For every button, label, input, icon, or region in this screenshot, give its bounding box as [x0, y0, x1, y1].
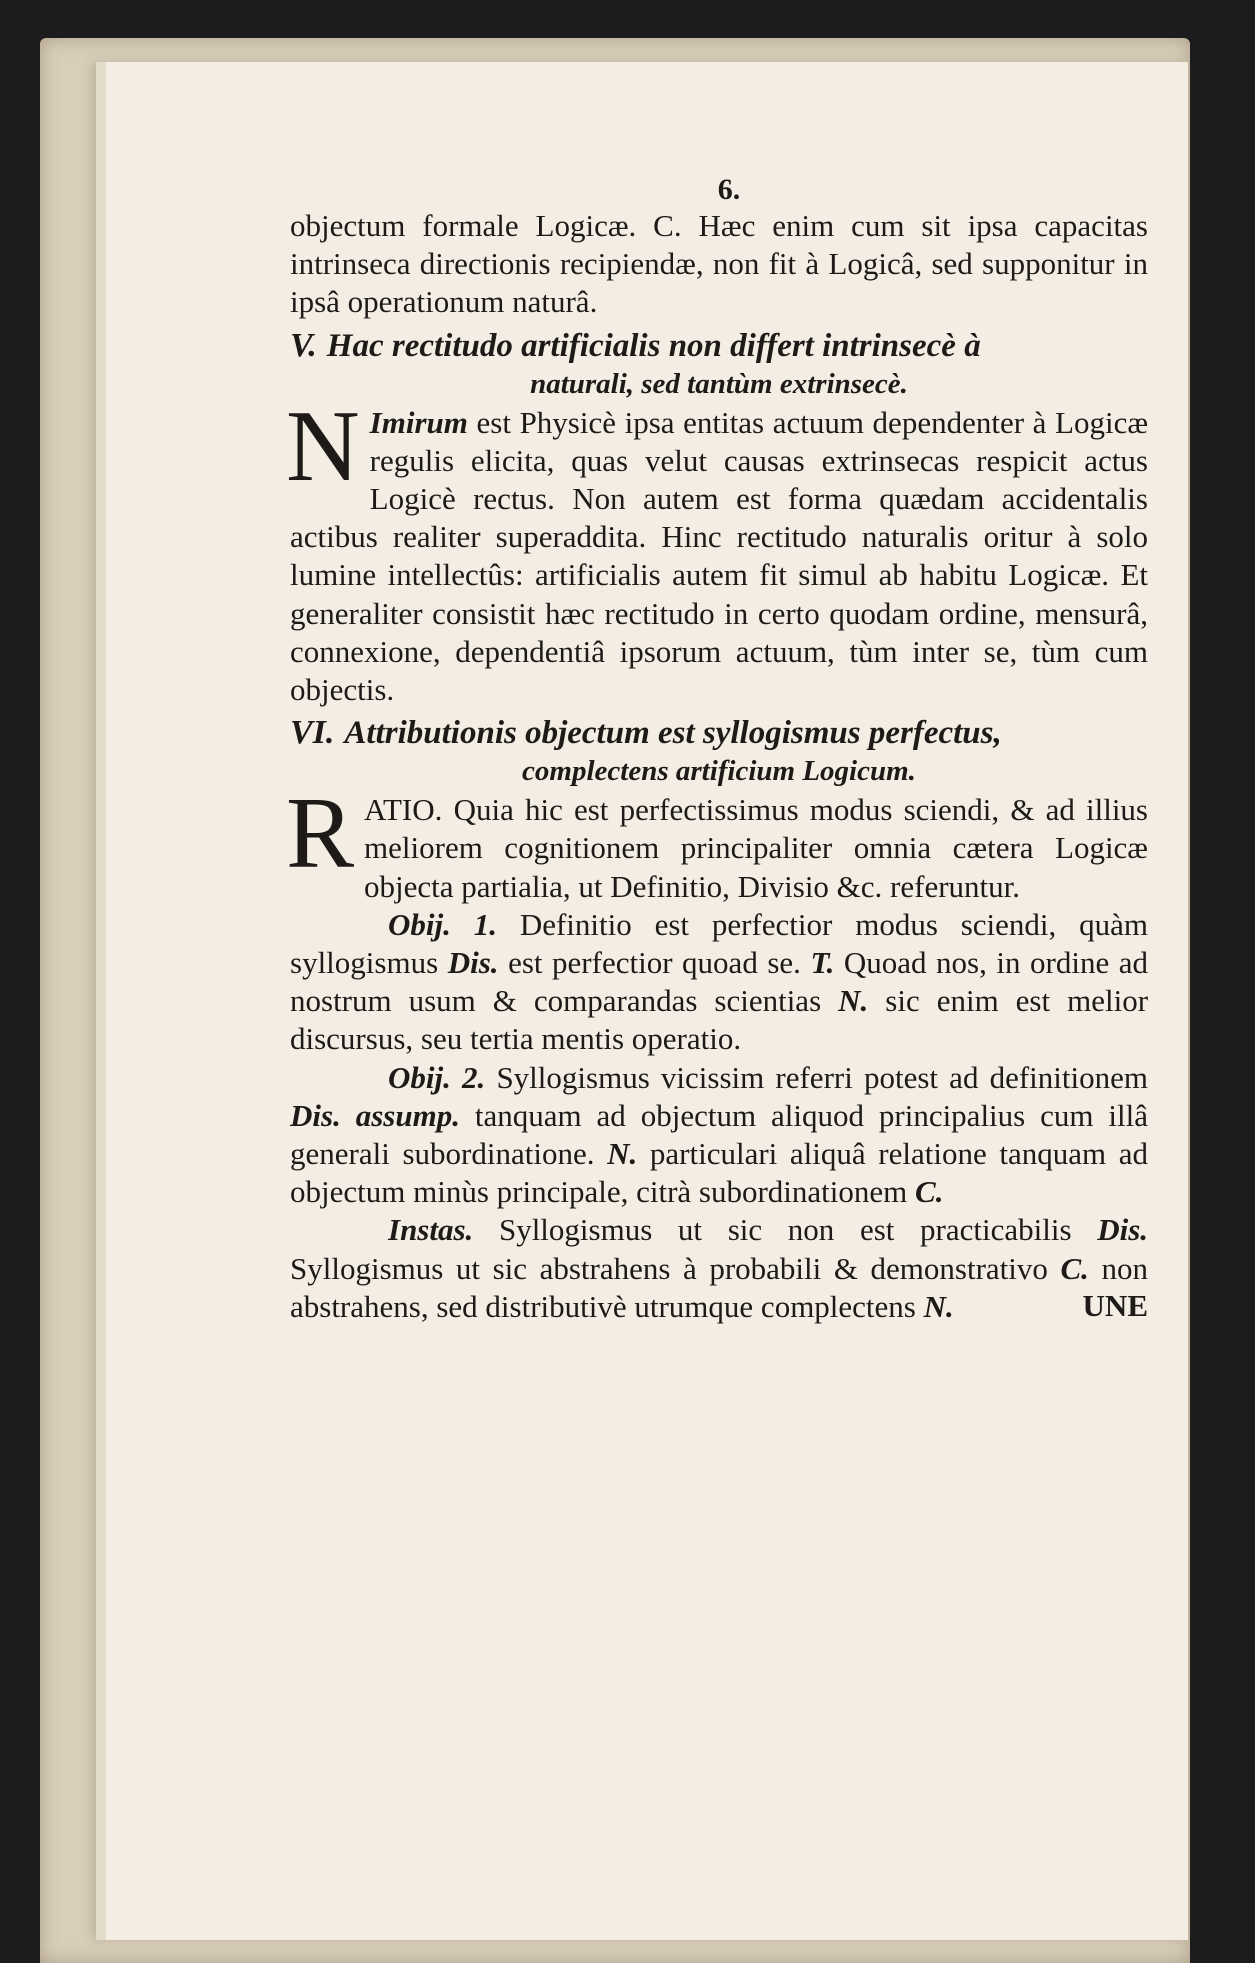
drop-capital: N — [286, 389, 360, 503]
objection-text: est perfectior quoad se. — [508, 945, 801, 981]
catchword: UNE — [1082, 1288, 1148, 1324]
instance-label: Instas. — [388, 1212, 474, 1248]
objection-text: Quoad nos, in ordine ad nostrum usum & comparandas scientias — [290, 945, 1149, 1019]
paragraph-vi — [286, 777, 1148, 906]
objection-text: tanquam ad objectum aliquod principalius cum illâ generali subordinatione. — [290, 1097, 1149, 1172]
objection-2 — [290, 1059, 1148, 1212]
heading-line-1: Attributionis objectum est syllogismus perfectus, — [344, 715, 1002, 752]
paragraph-v — [286, 389, 1148, 710]
objection-label: Obij. 2. — [388, 1059, 486, 1095]
distinction-mark: Dis. — [1097, 1212, 1149, 1248]
heading-line-2: complectens artificium Logicum. — [522, 755, 916, 788]
text-block — [286, 173, 1149, 1324]
paragraph-text: Quia hic est perfectissimus modus sciendi, & ad illius meliorem cognitionem principaliter omnia cætera Logicæ objecta partialia, ut Definitio, Divisio &c. referuntur. — [364, 792, 1148, 904]
drop-capital: R — [286, 777, 355, 891]
concession-mark: C. — [1060, 1250, 1089, 1286]
section-number: VI. — [290, 714, 335, 752]
negation-mark: N. — [923, 1288, 954, 1324]
paragraph-text: est Physicè ipsa entitas actuum dependenter à Logicæ regulis elicita, quas velut causas extrinsecas respicit actus Logicè rectus. Non autem est forma quædam accidentalis actibus realiter superaddita. Hinc rectitudo naturalis oritur à solo lumine intellectûs: artificialis autem fit simul ab habitu Logicæ. Et generaliter consistit hæc rectitudo in certo quodam ordine, mensurâ, connexione, dependentiâ ipsorum actuum, tùm inter se, tùm cum objectis. — [290, 404, 1148, 708]
concession-mark: T. — [810, 945, 835, 981]
section-heading-vi — [290, 713, 1148, 789]
section-heading-v — [290, 326, 1148, 402]
instance-text: non abstrahens, sed distributivè utrumque complectens — [290, 1250, 1148, 1324]
paragraph-continuation: objectum formale Logicæ. C. Hæc enim cum sit ipsa capacitas intrinseca directionis recipiendæ, non fit à Logicâ, sed supponitur in ipsâ operationum naturâ. — [290, 208, 1148, 320]
concession-mark: C. — [915, 1174, 944, 1210]
heading-line-1: Hac rectitudo artificialis non differt intrinsecè à — [326, 327, 981, 364]
page-number: 6. — [717, 173, 741, 206]
objection-text: sic enim est melior discursus, seu tertia mentis operatio. — [290, 983, 1149, 1057]
objection-text: Definitio est perfectior modus sciendi, quàm syllogismus — [290, 906, 1149, 981]
objection-text: Syllogismus vicissim referri potest ad definitionem — [496, 1059, 1149, 1095]
objection-1 — [290, 906, 1148, 1059]
objection-text: particulari aliquâ relatione tanquam ad objectum minùs principale, citrà subordinationem — [290, 1136, 1149, 1210]
lead-word: ATIO. — [364, 792, 443, 828]
instance-text: Syllogismus ut sic non est practicabilis — [498, 1212, 1072, 1248]
heading-line-2: naturali, sed tantùm extrinsecè. — [530, 367, 908, 400]
objection-label: Obij. 1. — [388, 906, 497, 942]
negation-mark: N. — [607, 1136, 638, 1172]
lead-word: Imirum — [369, 404, 468, 440]
instance-text: Syllogismus ut sic abstrahens à probabili & demonstrativo — [290, 1250, 1048, 1286]
distinction-mark: Dis. assump. — [290, 1097, 460, 1133]
section-number: V. — [290, 326, 317, 364]
negation-mark: N. — [838, 983, 869, 1019]
distinction-mark: Dis. — [447, 945, 499, 981]
